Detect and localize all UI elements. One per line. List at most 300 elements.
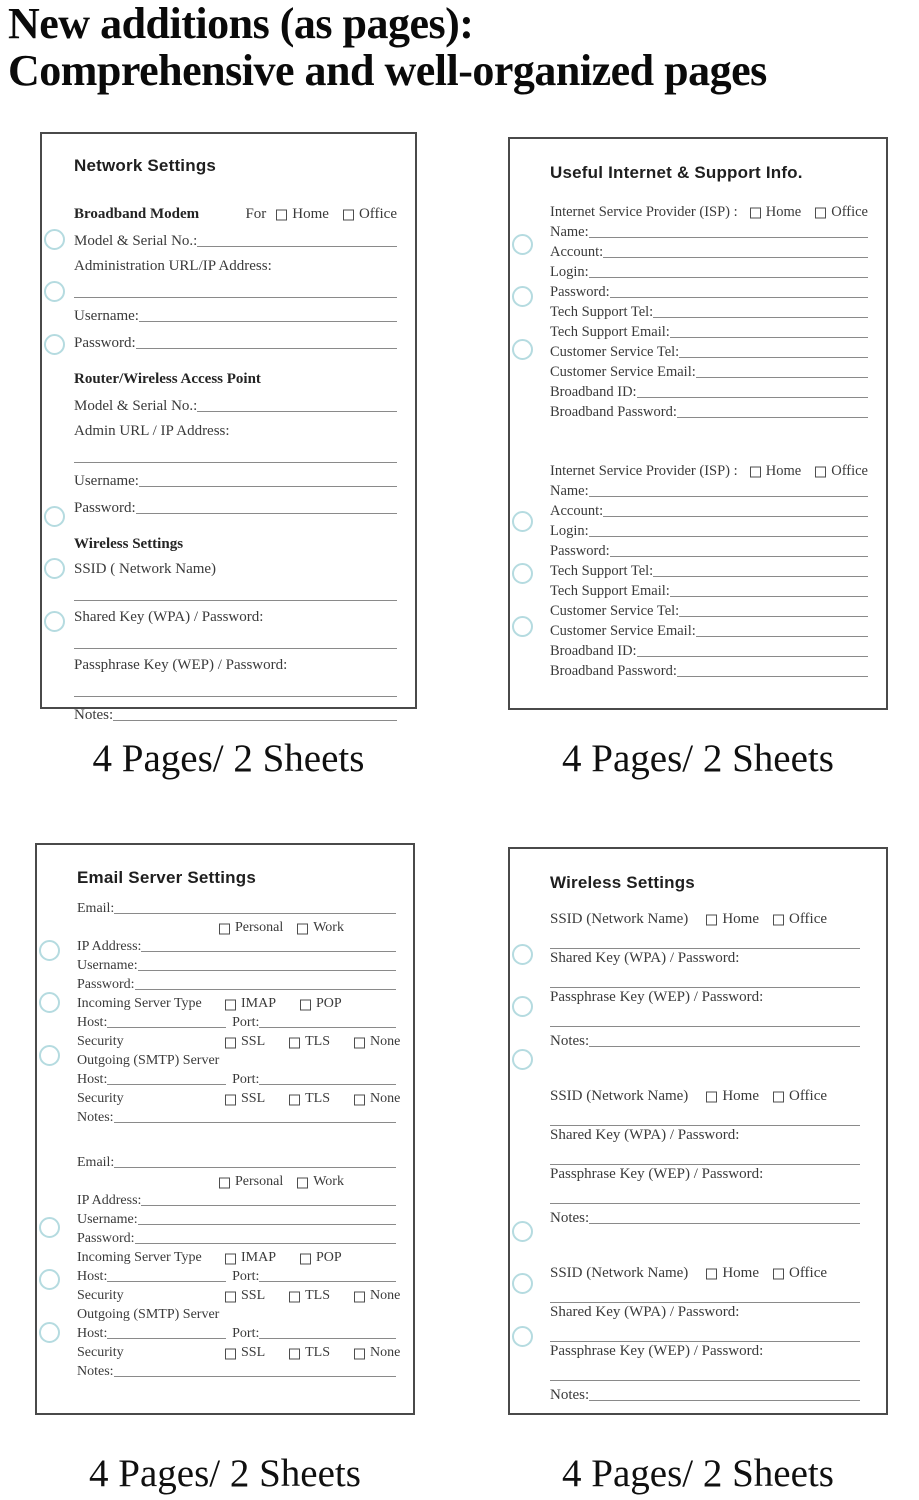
write-in-line-row xyxy=(550,1360,860,1381)
panel-title: Useful Internet & Support Info. xyxy=(550,163,803,182)
label-with-checkboxes-row xyxy=(550,195,868,221)
field-label: Notes: xyxy=(550,1387,590,1403)
checkbox-label: Office xyxy=(788,911,828,927)
form-field-row xyxy=(550,660,868,680)
label-with-checkboxes-row xyxy=(550,1262,860,1282)
write-in-line xyxy=(113,720,397,721)
write-in-line xyxy=(603,257,868,258)
checkbox-icon xyxy=(289,1094,300,1105)
field-label: Host: xyxy=(77,1269,108,1284)
field-label: Incoming Server Type xyxy=(77,996,202,1011)
form-field-row xyxy=(74,463,397,490)
write-in-line xyxy=(107,1281,226,1282)
field-label: Name: xyxy=(550,483,589,499)
form-field-row xyxy=(550,241,868,261)
checkbox-option-tls xyxy=(289,1288,330,1304)
form-label-row xyxy=(550,1303,860,1321)
checkbox-option-office xyxy=(815,204,868,221)
field-label: Shared Key (WPA) / Password: xyxy=(74,609,264,625)
write-in-line xyxy=(589,237,868,238)
label-with-checkboxes-row xyxy=(77,1342,401,1361)
field-label: Notes: xyxy=(77,1364,114,1379)
field-label: Password: xyxy=(77,1231,135,1246)
write-in-line xyxy=(114,1376,396,1377)
checkbox-group xyxy=(245,206,397,223)
field-label: Tech Support Tel: xyxy=(550,563,654,579)
section-header-row xyxy=(74,517,397,553)
panel-email-server-settings xyxy=(35,843,415,1415)
field-label: SSID (Network Name) xyxy=(550,1265,689,1281)
form-label-row xyxy=(74,649,397,674)
form-field-row xyxy=(550,361,868,381)
checkbox-icon xyxy=(343,210,354,221)
checkbox-icon xyxy=(225,1094,236,1105)
checkbox-label: Work xyxy=(313,1174,344,1189)
form-label-row xyxy=(74,415,397,440)
checkbox-group xyxy=(225,1091,424,1107)
punch-hole-icon xyxy=(512,511,533,532)
form-field-row xyxy=(77,1107,396,1126)
write-in-line xyxy=(670,596,868,597)
checkbox-label: Home xyxy=(722,911,759,927)
write-in-line-row xyxy=(550,1321,860,1342)
field-label: Email: xyxy=(77,1155,115,1170)
write-in-line xyxy=(610,297,868,298)
punch-hole-icon xyxy=(39,992,60,1013)
host-port-row xyxy=(77,1069,396,1088)
write-in-line-row xyxy=(74,275,397,298)
form-label-row xyxy=(77,1050,396,1069)
field-label: IP Address: xyxy=(77,1193,142,1208)
write-in-line xyxy=(610,556,868,557)
form-rows xyxy=(510,893,886,1404)
label-with-checkboxes-row xyxy=(550,454,868,480)
form-field-row xyxy=(74,388,397,415)
form-field-row xyxy=(550,301,868,321)
write-in-line xyxy=(138,970,396,971)
form-label-row xyxy=(550,988,860,1006)
write-in-line xyxy=(136,513,397,514)
form-field-row xyxy=(550,620,868,640)
field-label: Passphrase Key (WEP) / Password: xyxy=(550,1166,764,1182)
checkbox-group xyxy=(225,1034,424,1050)
form-field-row xyxy=(77,898,396,917)
write-in-line-row xyxy=(550,1144,860,1165)
field-label: Port: xyxy=(232,1072,260,1087)
checkbox-label: Office xyxy=(788,1088,828,1104)
field-label: Notes: xyxy=(74,707,114,723)
checkbox-icon xyxy=(300,1253,311,1264)
checkbox-icon xyxy=(225,1291,236,1302)
write-in-line xyxy=(138,1224,396,1225)
form-field-row xyxy=(550,221,868,241)
form-label-row xyxy=(550,1342,860,1360)
label-with-checkboxes-row xyxy=(77,1088,401,1107)
section-header-row xyxy=(74,187,397,223)
field-label: Administration URL/IP Address: xyxy=(74,258,272,274)
checkbox-label: TLS xyxy=(305,1034,331,1049)
panel-internet-support-info xyxy=(508,137,888,710)
form-field-row xyxy=(77,974,396,993)
checkbox-options-row xyxy=(77,917,396,936)
host-port-row xyxy=(77,1266,396,1285)
field-label: Model & Serial No.: xyxy=(74,398,198,414)
checkbox-icon xyxy=(354,1291,365,1302)
field-label: Notes: xyxy=(77,1110,114,1125)
checkbox-group xyxy=(225,1345,424,1361)
form-field-row xyxy=(550,401,868,421)
write-in-line xyxy=(135,1243,396,1244)
field-label: Shared Key (WPA) / Password: xyxy=(550,1127,740,1143)
field-label: Port: xyxy=(232,1326,260,1341)
write-in-line xyxy=(589,1046,860,1047)
checkbox-icon xyxy=(773,1092,784,1103)
punch-hole-icon xyxy=(44,229,65,250)
form-field-row xyxy=(550,540,868,560)
punch-hole-icon xyxy=(512,234,533,255)
form-field-row xyxy=(550,341,868,361)
field-label: Host: xyxy=(77,1326,108,1341)
form-label-row xyxy=(550,1165,860,1183)
label-with-checkboxes-row xyxy=(77,1285,401,1304)
label-with-checkboxes-row xyxy=(77,1031,401,1050)
write-in-line-row xyxy=(74,578,397,601)
field-label: SSID ( Network Name) xyxy=(74,561,217,577)
checkbox-option-ssl xyxy=(225,1034,265,1050)
form-label-row xyxy=(74,553,397,578)
write-in-line xyxy=(653,576,868,577)
write-in-line xyxy=(259,1338,396,1339)
checkbox-option-office xyxy=(773,1088,827,1105)
field-label: Model & Serial No.: xyxy=(74,233,198,249)
checkbox-label: None xyxy=(370,1288,401,1303)
write-in-line xyxy=(679,616,868,617)
checkbox-label: Work xyxy=(313,920,344,935)
punch-hole-icon xyxy=(39,1045,60,1066)
field-label: Broadband Password: xyxy=(550,404,677,420)
write-in-line xyxy=(637,397,868,398)
checkbox-option-office xyxy=(773,911,827,928)
write-in-line xyxy=(107,1027,226,1028)
checkbox-icon xyxy=(276,210,287,221)
checkbox-label: Home xyxy=(765,463,802,479)
checkbox-option-ssl xyxy=(225,1345,265,1361)
field-label: IP Address: xyxy=(77,939,142,954)
field-label: Internet Service Provider (ISP) : xyxy=(550,204,738,220)
checkbox-icon xyxy=(773,1269,784,1280)
field-label: Security xyxy=(77,1091,124,1106)
checkbox-icon xyxy=(225,1253,236,1264)
field-label: Password: xyxy=(74,500,136,516)
field-label: Tech Support Tel: xyxy=(550,304,654,320)
form-label-row xyxy=(74,601,397,626)
checkbox-group xyxy=(706,911,827,928)
checkbox-label: Home xyxy=(722,1088,759,1104)
spacer-row xyxy=(550,421,868,454)
form-field-row xyxy=(550,500,868,520)
form-field-row xyxy=(77,1190,396,1209)
write-in-line xyxy=(259,1084,396,1085)
checkbox-label: Personal xyxy=(235,920,284,935)
checkbox-label: Home xyxy=(765,204,802,220)
form-label-row xyxy=(77,1304,396,1323)
field-label: Tech Support Email: xyxy=(550,583,670,599)
field-label: Passphrase Key (WEP) / Password: xyxy=(550,1343,764,1359)
field-label: Tech Support Email: xyxy=(550,324,670,340)
checkbox-icon xyxy=(289,1348,300,1359)
caption-pages-sheets: 4 Pages/ 2 Sheets xyxy=(562,1452,834,1495)
field-label: Account: xyxy=(550,244,604,260)
field-label: Customer Service Tel: xyxy=(550,344,680,360)
checkbox-option-personal xyxy=(219,1174,283,1190)
field-label: Login: xyxy=(550,523,589,539)
checkbox-group xyxy=(706,1265,827,1282)
punch-hole-icon xyxy=(512,1049,533,1070)
field-label: Broadband ID: xyxy=(550,643,637,659)
field-label: Login: xyxy=(550,264,589,280)
write-in-line xyxy=(141,1205,396,1206)
checkbox-label: Office xyxy=(788,1265,828,1281)
form-label-row xyxy=(74,250,397,275)
punch-hole-icon xyxy=(39,1269,60,1290)
checkbox-icon xyxy=(219,923,230,934)
checkbox-label: POP xyxy=(316,1250,342,1265)
checkbox-option-home xyxy=(706,1088,759,1105)
write-in-line xyxy=(139,321,397,322)
form-field-row xyxy=(74,298,397,325)
write-in-line xyxy=(139,486,397,487)
field-label: Broadband ID: xyxy=(550,384,637,400)
write-in-line xyxy=(589,1223,860,1224)
panel-wireless-settings xyxy=(508,847,888,1415)
form-rows xyxy=(510,183,886,680)
field-label: Security xyxy=(77,1345,124,1360)
form-field-row xyxy=(550,1204,860,1227)
write-in-line xyxy=(136,348,397,349)
checkbox-icon xyxy=(225,1037,236,1048)
field-label: Passphrase Key (WEP) / Password: xyxy=(74,657,288,673)
checkbox-option-tls xyxy=(289,1034,330,1050)
checkbox-icon xyxy=(225,1348,236,1359)
checkbox-group xyxy=(219,1174,344,1190)
field-label: Passphrase Key (WEP) / Password: xyxy=(550,989,764,1005)
checkbox-option-home xyxy=(276,206,329,223)
write-in-line xyxy=(696,377,868,378)
checkbox-icon xyxy=(300,999,311,1010)
write-in-line xyxy=(653,317,868,318)
checkbox-option-tls xyxy=(289,1091,330,1107)
checkbox-label: SSL xyxy=(241,1345,266,1360)
write-in-line xyxy=(677,676,868,677)
form-field-row xyxy=(550,640,868,660)
field-label: Host: xyxy=(77,1015,108,1030)
field-label: Port: xyxy=(232,1269,260,1284)
write-in-line xyxy=(696,636,868,637)
field-label: Security xyxy=(77,1034,124,1049)
checkbox-group xyxy=(219,920,344,936)
checkbox-group xyxy=(750,463,868,480)
field-label: Username: xyxy=(77,1212,138,1227)
label-with-checkboxes-row xyxy=(550,908,860,928)
write-in-line-row xyxy=(74,626,397,649)
punch-hole-icon xyxy=(512,996,533,1017)
panel-network-settings xyxy=(40,132,417,723)
checkbox-option-none xyxy=(354,1345,400,1361)
host-port-row xyxy=(77,1012,396,1031)
checkbox-icon xyxy=(354,1037,365,1048)
punch-hole-icon xyxy=(44,506,65,527)
punch-hole-icon xyxy=(512,563,533,584)
checkbox-label: None xyxy=(370,1034,401,1049)
checkbox-label: TLS xyxy=(305,1288,331,1303)
form-rows xyxy=(37,888,413,1380)
form-field-row xyxy=(74,697,397,724)
form-field-row xyxy=(550,1027,860,1050)
checkbox-label: Office xyxy=(358,206,397,222)
write-in-line xyxy=(114,1167,396,1168)
label-with-checkboxes-row xyxy=(550,1085,860,1105)
checkbox-icon xyxy=(815,208,826,219)
caption-pages-sheets: 4 Pages/ 2 Sheets xyxy=(92,737,365,780)
checkbox-icon xyxy=(706,915,717,926)
spacer-row xyxy=(77,1126,396,1152)
field-label: Shared Key (WPA) / Password: xyxy=(550,950,740,966)
field-label: SSID (Network Name) xyxy=(550,911,689,927)
write-in-line xyxy=(679,357,868,358)
checkbox-option-work xyxy=(297,920,344,936)
spacer-row xyxy=(550,1050,860,1085)
punch-hole-icon xyxy=(44,611,65,632)
checkbox-label: TLS xyxy=(305,1091,331,1106)
checkbox-option-ssl xyxy=(225,1091,265,1107)
write-in-line-row xyxy=(550,928,860,949)
field-label: Notes: xyxy=(550,1033,590,1049)
field-label: Security xyxy=(77,1288,124,1303)
checkbox-label: None xyxy=(370,1345,401,1360)
checkbox-group xyxy=(225,1250,366,1266)
checkbox-option-imap xyxy=(225,996,276,1012)
write-in-line xyxy=(107,1338,226,1339)
checkbox-group xyxy=(225,1288,424,1304)
spacer-row xyxy=(550,1227,860,1262)
checkbox-option-tls xyxy=(289,1345,330,1361)
write-in-line xyxy=(677,417,868,418)
field-label: Password: xyxy=(550,284,610,300)
write-in-line-row xyxy=(550,1183,860,1204)
write-in-line xyxy=(603,516,868,517)
checkbox-icon xyxy=(297,1177,308,1188)
punch-hole-icon xyxy=(512,286,533,307)
form-field-row xyxy=(550,281,868,301)
form-field-row xyxy=(77,1209,396,1228)
write-in-line xyxy=(197,246,397,247)
form-field-row xyxy=(550,520,868,540)
field-label: Customer Service Email: xyxy=(550,364,696,380)
write-in-line-row xyxy=(550,967,860,988)
checkbox-icon xyxy=(289,1037,300,1048)
checkbox-icon xyxy=(225,999,236,1010)
field-label: Shared Key (WPA) / Password: xyxy=(550,1304,740,1320)
checkbox-option-none xyxy=(354,1091,400,1107)
form-field-row xyxy=(550,480,868,500)
checkbox-label: SSL xyxy=(241,1034,266,1049)
section-header-row xyxy=(74,352,397,388)
panel-title: Email Server Settings xyxy=(77,868,256,887)
checkbox-label: IMAP xyxy=(241,1250,277,1265)
form-field-row xyxy=(550,560,868,580)
field-label: Incoming Server Type xyxy=(77,1250,202,1265)
write-in-line xyxy=(259,1281,396,1282)
write-in-line xyxy=(107,1084,226,1085)
checkbox-label: POP xyxy=(316,996,342,1011)
panel-title: Network Settings xyxy=(74,156,217,175)
punch-hole-icon xyxy=(512,944,533,965)
write-in-line xyxy=(637,656,868,657)
form-label-row xyxy=(550,1126,860,1144)
form-field-row xyxy=(550,381,868,401)
checkbox-group xyxy=(706,1088,827,1105)
checkbox-option-none xyxy=(354,1288,400,1304)
checkbox-icon xyxy=(750,467,761,478)
punch-hole-icon xyxy=(512,1326,533,1347)
punch-hole-icon xyxy=(39,1217,60,1238)
headline xyxy=(8,0,767,94)
field-label: Password: xyxy=(77,977,135,992)
write-in-line xyxy=(141,951,396,952)
field-label: Internet Service Provider (ISP) : xyxy=(550,463,738,479)
caption-pages-sheets: 4 Pages/ 2 Sheets xyxy=(89,1452,361,1495)
write-in-line xyxy=(670,337,868,338)
checkbox-label: Office xyxy=(831,463,868,479)
checkbox-option-none xyxy=(354,1034,400,1050)
write-in-line xyxy=(589,277,868,278)
form-field-row xyxy=(77,936,396,955)
checkbox-option-home xyxy=(706,911,759,928)
checkbox-label: SSL xyxy=(241,1091,266,1106)
checkbox-label: Home xyxy=(292,206,329,222)
field-label: Password: xyxy=(74,335,136,351)
panel-title: Wireless Settings xyxy=(550,873,695,892)
section-header-label: Wireless Settings xyxy=(74,536,184,552)
punch-hole-icon xyxy=(39,940,60,961)
label-with-checkboxes-row xyxy=(77,1247,396,1266)
field-label: Username: xyxy=(74,473,139,489)
checkbox-option-imap xyxy=(225,1250,276,1266)
checkbox-option-ssl xyxy=(225,1288,265,1304)
field-label: Notes: xyxy=(550,1210,590,1226)
field-label: Broadband Password: xyxy=(550,663,677,679)
form-field-row xyxy=(74,325,397,352)
field-label: Customer Service Tel: xyxy=(550,603,680,619)
write-in-line-row xyxy=(550,1105,860,1126)
form-field-row xyxy=(77,1361,396,1380)
write-in-line xyxy=(135,989,396,990)
checkbox-icon xyxy=(297,923,308,934)
punch-hole-icon xyxy=(44,558,65,579)
headline-line2: Comprehensive and well-organized pages xyxy=(8,46,767,95)
write-in-line xyxy=(589,536,868,537)
form-field-row xyxy=(550,321,868,341)
punch-hole-icon xyxy=(44,281,65,302)
field-label: Customer Service Email: xyxy=(550,623,696,639)
checkbox-group xyxy=(225,996,366,1012)
checkbox-icon xyxy=(750,208,761,219)
form-field-row xyxy=(550,261,868,281)
field-label: Username: xyxy=(74,308,139,324)
checkbox-label: None xyxy=(370,1091,401,1106)
checkbox-icon xyxy=(219,1177,230,1188)
field-label: Admin URL / IP Address: xyxy=(74,423,230,439)
